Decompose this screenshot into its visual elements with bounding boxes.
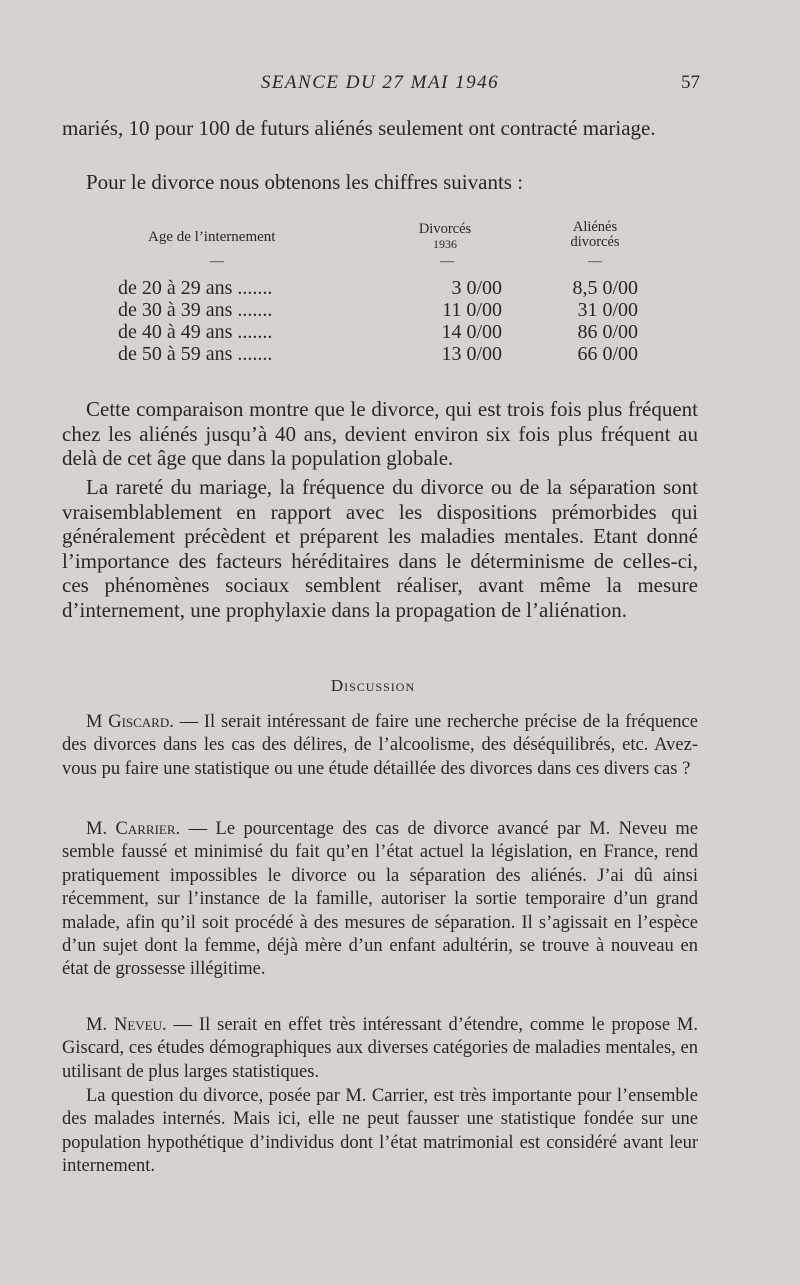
- page-number: 57: [681, 72, 700, 93]
- table-row: [118, 320, 650, 344]
- neveu-remark: — Il serait en effet très intéressant d’étendre, comme le propose M. Giscard, ces études démographiques aux diverses catégories de maladies mentales, en utilisant de plus larges statistiques.: [62, 1015, 699, 1082]
- paragraph-neveu: [62, 1014, 698, 1084]
- table-cell-divorces: 13 0/00: [441, 343, 502, 365]
- paragraph-neveu-continued: La question du divorce, posée par M. Carrier, est très importante pour l’ensemble des malades internés. Mais ici, elle ne peut fausser une statistique fondée sur une population hypothétique d’individus dont l’état matrimonial est considéré avant leur internement.: [62, 1086, 698, 1177]
- table-header-alienes-sub: divorcés: [570, 234, 620, 250]
- table-cell-age: de 30 à 39 ans .......: [118, 299, 273, 321]
- running-head: [60, 72, 700, 96]
- paragraph-continuation: mariés, 10 pour 100 de futurs aliénés seulement ont contracté mariage.: [62, 116, 656, 140]
- paragraph-rarity: La rareté du mariage, la fréquence du divorce ou de la séparation sont vraisemblablement en rapport avec les dispositions prémorbides qui généralement précèdent et préparent les maladies mentales. Etant donné l’importance des facteurs héréditaires dans le déterminisme de celles-ci, ces phénomènes sociaux semblent réaliser, avant même la mesure d’internement, une prophylaxie dans la propagation de l’aliénation.: [62, 475, 698, 622]
- paragraph-giscard: [62, 711, 698, 781]
- table-header-divorces-year: 1936: [433, 237, 457, 251]
- table-cell-alienes: 86 0/00: [577, 321, 638, 343]
- paragraph-carrier: [62, 818, 698, 982]
- speaker-carrier: M. Carrier.: [86, 819, 181, 839]
- table-header-divorces-label: Divorcés: [418, 221, 472, 237]
- table-header-age: Age de l’internement: [148, 229, 276, 245]
- table-row: [118, 342, 650, 366]
- speaker-giscard: M Giscard.: [86, 712, 174, 732]
- divorce-table: [110, 218, 650, 378]
- paragraph-comparison: Cette comparaison montre que le divorce, qui est trois fois plus fréquent chez les aliénés jusqu’à 40 ans, devient environ six fois plus fréquent au delà de cet âge que dans la population globale.: [62, 397, 698, 470]
- table-cell-alienes: 66 0/00: [577, 343, 638, 365]
- table-row: [118, 276, 650, 300]
- table-dash: —: [440, 254, 454, 269]
- table-header-alienes-label: Aliénés: [572, 219, 618, 235]
- giscard-remark: — Il serait intéressant de faire une recherche précise de la fréquence des divorces dans les cas des délires, de l’alcoolisme, des déséquilibrés, etc. Avez-vous pu faire une statistique ou une étude détaillée des divorces dans ces divers cas ?: [62, 712, 698, 779]
- table-dash: —: [588, 254, 602, 269]
- table-row: [118, 298, 650, 322]
- table-header-alienes: [540, 220, 650, 250]
- table-dash: —: [210, 254, 224, 269]
- discussion-heading: Discussion: [330, 676, 416, 695]
- paragraph-divorce-intro: Pour le divorce nous obtenons les chiffres suivants :: [86, 170, 524, 194]
- table-cell-alienes: 31 0/00: [577, 299, 638, 321]
- running-title: SEANCE DU 27 MAI 1946: [260, 72, 500, 93]
- table-cell-age: de 40 à 49 ans .......: [118, 321, 273, 343]
- table-cell-alienes: 8,5 0/00: [572, 277, 638, 299]
- speaker-neveu: M. Neveu.: [86, 1015, 167, 1035]
- table-cell-divorces: 11 0/00: [442, 299, 502, 321]
- table-header-divorces: [390, 222, 500, 252]
- carrier-remark: — Le pourcentage des cas de divorce avancé par M. Neveu me semble faussé et minimisé du fait qu’en l’état actuel la législation, en France, rend pratiquement impossibles le divorce ou la séparation des aliénés. J’ai dû ainsi récemment, sur l’instance de la famille, autoriser la sortie temporaire d’un grand malade, afin qu’il soit procédé à des mesures de séparation. Il s’agissait en l’espèce d’un sujet dont la femme, déjà mère d’un enfant adultérin, se trouve à nouveau en état de grossesse illégitime.: [62, 819, 698, 980]
- table-cell-divorces: 14 0/00: [441, 321, 502, 343]
- table-cell-age: de 50 à 59 ans .......: [118, 343, 273, 365]
- table-cell-divorces: 3 0/00: [451, 277, 502, 299]
- table-cell-age: de 20 à 29 ans .......: [118, 277, 273, 299]
